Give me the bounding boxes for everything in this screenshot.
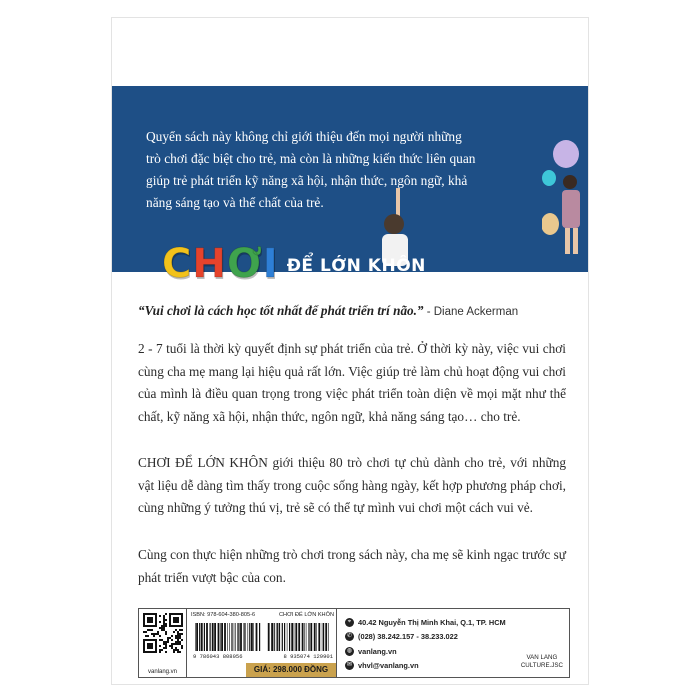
qr-caption: vanlang.vn xyxy=(147,669,178,675)
book-name-small: CHƠI ĐỂ LỚN KHÔN xyxy=(279,612,334,618)
qr-code-image xyxy=(143,613,183,653)
title-letter-1: C xyxy=(162,241,192,287)
barcode-number-left: 9 786043 808056 xyxy=(193,653,243,660)
isbn-section xyxy=(187,609,337,677)
quote-text: “Vui chơi là cách học tốt nhất để phát triển trí não.” xyxy=(138,303,424,318)
phone-icon: ✆ xyxy=(346,633,353,640)
web-icon: ◍ xyxy=(346,647,353,654)
email-icon: ✉ xyxy=(346,662,353,669)
paragraph-2: CHƠI ĐỂ LỚN KHÔN giới thiệu 80 trò chơi tự chủ dành cho trẻ, với những vật liệu dễ dàng tìm thấy trong cuộc sống hàng ngày, kết hợp phương pháp chơi, cùng những ý tưởng thú vị, trẻ sẽ có thể tự mình vui chơi một cách vui vẻ. xyxy=(138,455,566,515)
contact-phone-text: (028) 38.242.157 - 38.233.022 xyxy=(358,632,458,642)
title-letter-3: Ơ xyxy=(226,241,262,287)
title-subtext: ĐỂ LỚN KHÔN xyxy=(286,256,426,276)
quote-author: - Diane Ackerman xyxy=(423,306,519,318)
publisher-name: VAN LANG xyxy=(526,654,558,661)
barcode-image xyxy=(193,623,333,653)
barcode-numbers xyxy=(193,653,333,660)
contact-email-text: vhvl@vanlang.vn xyxy=(358,661,419,671)
publisher-suffix: CULTURE.JSC xyxy=(520,662,563,669)
qr-section xyxy=(139,609,187,677)
contact-web-text: vanlang.vn xyxy=(358,646,397,656)
price-badge: GIÁ: 298.000 ĐỒNG xyxy=(246,663,336,677)
contact-address-text: 40.42 Nguyễn Thị Minh Khai, Q.1, TP. HCM xyxy=(358,617,506,627)
contact-section xyxy=(337,609,569,677)
location-icon: ⌖ xyxy=(345,618,354,627)
isbn-row xyxy=(191,612,334,618)
book-title xyxy=(162,240,426,287)
blurb-text: Quyển sách này không chỉ giới thiệu đến mọi người những trò chơi đặc biệt cho trẻ, mà còn là những kiến thức liên quan giúp trẻ phát triển kỹ năng xã hội, nhận thức, ngôn ngữ, khả năng sáng tạo và thể chất của trẻ. xyxy=(146,129,476,210)
barcode-number-right: 8 935074 129901 xyxy=(283,653,333,660)
quote xyxy=(138,303,578,319)
book-back-cover xyxy=(112,18,588,684)
child-with-balloons-image xyxy=(542,138,582,258)
paragraph-3: Cùng con thực hiện những trò chơi trong sách này, cha mẹ sẽ kinh ngạc trước sự phát triển vượt bậc của con. xyxy=(138,547,566,585)
contact-phone xyxy=(345,630,569,645)
contact-address xyxy=(345,615,569,630)
publisher-logo xyxy=(521,654,563,670)
top-margin xyxy=(112,18,588,86)
title-letter-2: H xyxy=(192,241,226,287)
isbn-text: ISBN: 978-604-380-805-6 xyxy=(191,612,256,618)
title-letter-4: I xyxy=(262,241,278,287)
paragraph-1: 2 - 7 tuổi là thời kỳ quyết định sự phát triển của trẻ. Ở thời kỳ này, việc vui chơi cùng cha mẹ mang lại hiệu quả rất lớn. Việc giúp trẻ làm chủ hoạt động vui chơi của mình là điều quan trọng trong việc phát triển toàn diện về mọi mặt như thể chất, kỹ năng xã hội, nhận thức, ngôn ngữ, khả năng sáng tạo… cho trẻ. xyxy=(138,341,566,424)
book-info-strip xyxy=(138,608,570,678)
